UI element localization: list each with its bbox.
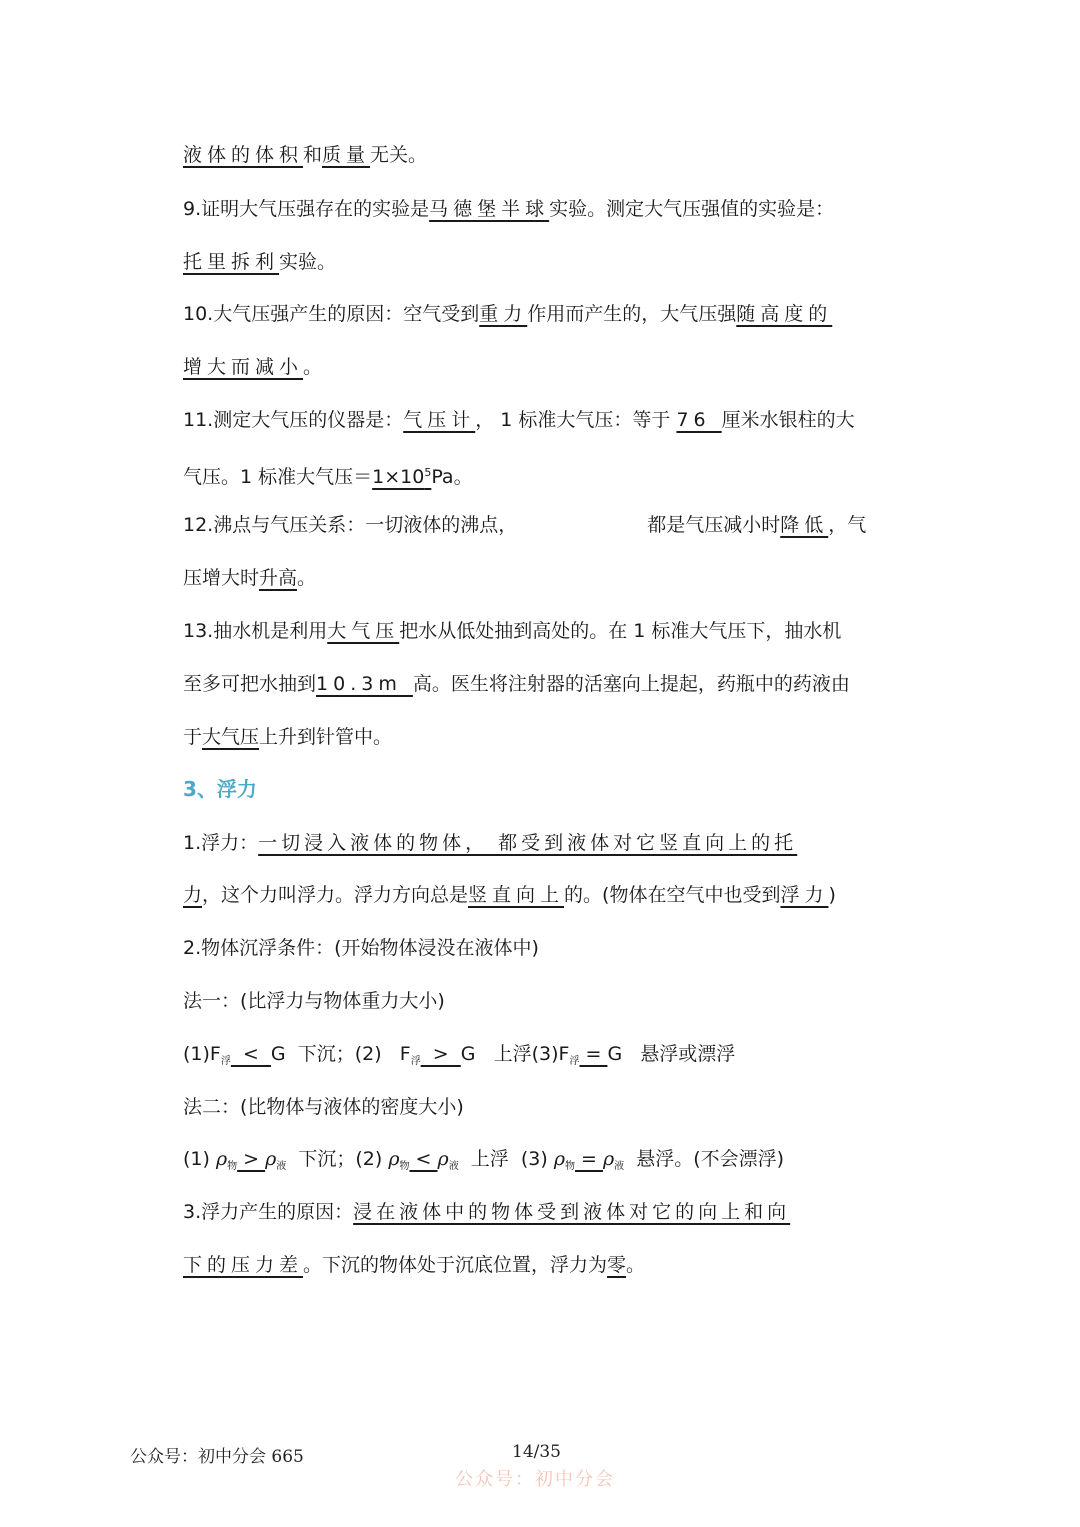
text: 。 (626, 1254, 646, 1276)
text-line (183, 407, 873, 433)
answer-blank: 升高 (259, 567, 298, 589)
subscript: 物 (564, 1161, 575, 1172)
text: 10.大气压强产生的原因：空气受到 (183, 303, 480, 325)
text-line (183, 724, 873, 750)
text-line (183, 1252, 873, 1278)
answer-blank: 大气压 (327, 620, 400, 642)
text-line (183, 882, 873, 908)
answer-blank: 力 (183, 884, 203, 906)
text: 。 (303, 356, 323, 378)
answer-blank: 浸在液体中的物体受到液体对它的向上和向 (353, 1201, 791, 1223)
subscript: 液 (448, 1161, 459, 1172)
section-heading: 3、浮力 (183, 777, 257, 801)
text: 3.浮力产生的原因： (183, 1201, 354, 1223)
text: G 悬浮或漂浮 (607, 1043, 736, 1065)
answer-blank: 降低 (780, 514, 829, 536)
text: 上升到针管中。 (259, 726, 393, 748)
text: 作用而产生的，大气压强 (527, 303, 737, 325)
answer-blank: 增大而减小 (183, 356, 304, 378)
text: 无关。 (370, 144, 428, 166)
text: 实验。 (279, 251, 337, 273)
text: 11.测定大气压的仪器是： (183, 409, 404, 431)
subscript: 浮 (220, 1056, 231, 1067)
answer-blank: 重力 (479, 303, 528, 325)
text: 9.证明大气压强存在的实验是 (183, 198, 430, 220)
text: 把水从低处抽到高处的。在 1 标准大气压下，抽水机 (399, 620, 842, 642)
answer-blank: = (574, 1148, 603, 1170)
text: G 上浮(3)F (460, 1043, 570, 1065)
subscript: 物 (227, 1161, 238, 1172)
text: 13.抽水机是利用 (183, 620, 328, 642)
answer-blank: 马德堡半球 (429, 198, 550, 220)
answer-blank: < (409, 1148, 438, 1170)
answer-blank: 76 (676, 409, 722, 431)
text-line (183, 618, 873, 644)
text-line (183, 1199, 873, 1225)
rho-symbol: ρ (553, 1148, 565, 1170)
text-line (183, 671, 873, 697)
text-line (183, 249, 873, 275)
page-number: 14/35 (512, 1442, 561, 1462)
text: 都是气压减小时 (647, 514, 781, 536)
answer-blank: 液体的体积 (183, 144, 304, 166)
text: 1×10 (372, 466, 425, 488)
text: 和 (303, 144, 323, 166)
text-line (183, 1146, 873, 1180)
text: (1) (183, 1148, 216, 1170)
answer-blank: 气压计 (403, 409, 476, 431)
subscript: 物 (399, 1161, 410, 1172)
text: 于 (183, 726, 203, 748)
answer-blank: < (230, 1043, 271, 1065)
text: ，这个力叫浮力。浮力方向总是 (202, 884, 469, 906)
answer-blank: 浮力 (780, 884, 829, 906)
text-line: 法二：(比物体与液体的密度大小) (183, 1096, 464, 1118)
text-line (183, 354, 873, 380)
text-line (183, 830, 873, 856)
text: 1.浮力： (183, 832, 259, 854)
text-line (183, 512, 873, 538)
rho-symbol: ρ (437, 1148, 449, 1170)
text-line: 法一：(比浮力与物体重力大小) (183, 990, 445, 1012)
text: Pa。 (431, 466, 473, 488)
subscript: 液 (614, 1161, 625, 1172)
text: 上浮 (3) (458, 1148, 554, 1170)
text-line (183, 1041, 873, 1075)
text: 至多可把水抽到 (183, 673, 317, 695)
answer-blank: 竖直向上 (468, 884, 565, 906)
rho-symbol: ρ (265, 1148, 277, 1170)
answer-blank: > (420, 1043, 461, 1065)
text: ，气 (828, 514, 867, 536)
answer-blank: = (579, 1043, 608, 1065)
answer-blank: 下的压力差 (183, 1254, 304, 1276)
answer-blank (372, 466, 431, 488)
text: ， 1 标准大气压：等于 (475, 409, 677, 431)
answer-blank: > (237, 1148, 266, 1170)
text: 厘米水银柱的大 (721, 409, 855, 431)
text-line: 2.物体沉浮条件：(开始物体浸没在液体中) (183, 937, 539, 959)
rho-symbol: ρ (215, 1148, 228, 1170)
watermark: 公众号：初中分会 (455, 1469, 615, 1490)
text: (1)F (183, 1043, 221, 1065)
rho-symbol: ρ (388, 1148, 400, 1170)
text: 气压。1 标准大气压＝ (183, 466, 373, 488)
answer-blank: 质量 (322, 144, 371, 166)
text-line (183, 142, 873, 168)
text: 12.沸点与气压关系：一切液体的沸点， (183, 514, 518, 536)
answer-blank: 随高度的 (736, 303, 833, 325)
text: 实验。测定大气压强值的实验是： (549, 198, 835, 220)
footer-account: 公众号：初中分会 665 (130, 1447, 304, 1467)
text: 。下沉的物体处于沉底位置，浮力为 (303, 1254, 608, 1276)
answer-blank: 大气压 (202, 726, 260, 748)
text: G 下沉；(2) F (270, 1043, 411, 1065)
exponent: 5 (424, 466, 432, 479)
text: 下沉；(2) (286, 1148, 389, 1170)
subscript: 液 (276, 1161, 287, 1172)
answer-blank: 托里拆利 (183, 251, 280, 273)
text: 的。(物体在空气中也受到 (564, 884, 781, 906)
text: 压增大时 (183, 567, 260, 589)
text-line (183, 460, 873, 490)
text: 悬浮。(不会漂浮) (624, 1148, 785, 1170)
answer-blank: 零 (607, 1254, 627, 1276)
text: 。 (297, 567, 317, 589)
subscript: 浮 (410, 1056, 421, 1067)
rho-symbol: ρ (602, 1148, 615, 1170)
text: 高。医生将注射器的活塞向上提起，药瓶中的药液由 (412, 673, 850, 695)
answer-blank: 一切浸入液体的物体， 都受到液体对它竖直向上的托 (258, 832, 798, 854)
text: ) (828, 884, 836, 906)
text-line (183, 196, 873, 222)
text-line (183, 301, 873, 327)
answer-blank: 10.3m (316, 673, 413, 695)
subscript: 浮 (569, 1056, 580, 1067)
text-line (183, 565, 873, 591)
